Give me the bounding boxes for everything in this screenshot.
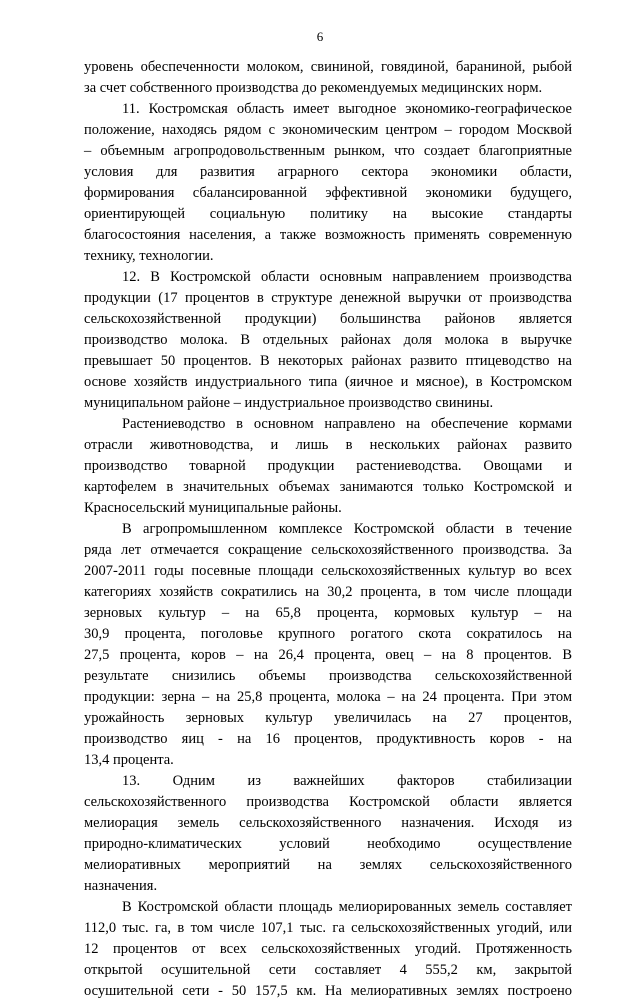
text-line: урожайность зерновых культур увеличилась на 27 процентов, (84, 710, 572, 726)
text-line: 13,4 процента. (84, 752, 174, 768)
text-line: положение, находясь рядом с экономическим центром – городом Москвой (84, 122, 572, 138)
text-line: мелиоративных мероприятий на землях сельскохозяйственного (84, 857, 572, 873)
text-line: уровень обеспеченности молоком, свининой, говядиной, бараниной, рыбой (84, 59, 572, 75)
text-line: 2007-2011 годы посевные площади сельскохозяйственных культур во всех (84, 563, 572, 579)
text-line: продукции: зерна – на 25,8 процента, молока – на 24 процента. При этом (84, 689, 572, 705)
text-line: производство товарной продукции растениеводства. Овощами и (84, 458, 572, 474)
text-line: ряда лет отмечается сокращение сельскохозяйственного производства. За (84, 542, 572, 558)
text-line: результате снизились объемы производства сельскохозяйственной (84, 668, 572, 684)
text-line: производство молока. В отдельных районах доля молока в выручке (84, 332, 572, 348)
text-line: зерновых культур – на 65,8 процента, кормовых культур – на (84, 605, 572, 621)
text-line: 27,5 процента, коров – на 26,4 процента, овец – на 8 процентов. В (84, 647, 572, 663)
text-line: превышает 50 процентов. В некоторых районах развито птицеводство на (84, 353, 572, 369)
text-line: 12. В Костромской области основным направлением производства (122, 269, 572, 285)
text-line: – объемным агропродовольственным рынком, что создает благоприятные (84, 143, 572, 159)
text-line: природно-климатических условий необходимо осуществление (84, 836, 572, 852)
text-line: назначения. (84, 878, 158, 894)
page-number: 6 (316, 29, 324, 44)
text-line: мелиорация земель сельскохозяйственного назначения. Исходя из (84, 815, 572, 831)
text-line: Растениеводство в основном направлено на обеспечение кормами (122, 416, 572, 432)
text-line: муниципальном районе – индустриальное производство свинины. (84, 395, 494, 411)
text-line: 13. Одним из важнейших факторов стабилизации (122, 773, 572, 789)
text-line: благосостояния населения, а также возможность применять современную (84, 227, 572, 243)
text-line: отрасли животноводства, и лишь в нескольких районах развито (84, 437, 572, 453)
text-line: за счет собственного производства до рекомендуемых медицинских норм. (84, 80, 543, 96)
text-line: технику, технологии. (84, 248, 214, 264)
text-line: 30,9 процента, поголовье крупного рогатого скота сократилось на (84, 626, 572, 642)
text-line: категориях хозяйств сократились на 30,2 процента, в том числе площади (84, 584, 572, 600)
text-line: производство яиц - на 16 процентов, продуктивность коров - на (84, 731, 572, 747)
text-line: сельскохозяйственной продукции) большинства районов является (84, 311, 572, 327)
text-line: сельскохозяйственного производства Костромской области является (84, 794, 572, 810)
text-line: 11. Костромская область имеет выгодное экономико-географическое (122, 101, 572, 117)
text-line: В агропромышленном комплексе Костромской области в течение (122, 521, 572, 537)
text-line: условия для развития аграрного сектора экономики области, (84, 164, 572, 180)
text-line: В Костромской области площадь мелиорированных земель составляет (122, 899, 572, 915)
text-line: 112,0 тыс. га, в том числе 107,1 тыс. га сельскохозяйственных угодий, или (84, 920, 572, 936)
text-line: 12 процентов от всех сельскохозяйственных угодий. Протяженность (84, 941, 572, 957)
text-line: осушительной сети - 50 157,5 км. На мелиоративных землях построено (84, 983, 572, 999)
text-line: продукции (17 процентов в структуре денежной выручки от производства (84, 290, 572, 306)
text-line: открытой осушительной сети составляет 4 555,2 км, закрытой (84, 962, 572, 978)
text-line: Красносельский муниципальные районы. (84, 500, 342, 516)
text-line: основе хозяйств индустриального типа (яичное и мясное), в Костромском (84, 374, 572, 390)
document-body (84, 57, 572, 1002)
text-line: картофелем в значительных объемах занимаются только Костромской и (84, 479, 572, 495)
text-line: формирования сбалансированной эффективной экономики будущего, (84, 185, 572, 201)
text-line: ориентирующей социальную политику на высокие стандарты (84, 206, 572, 222)
